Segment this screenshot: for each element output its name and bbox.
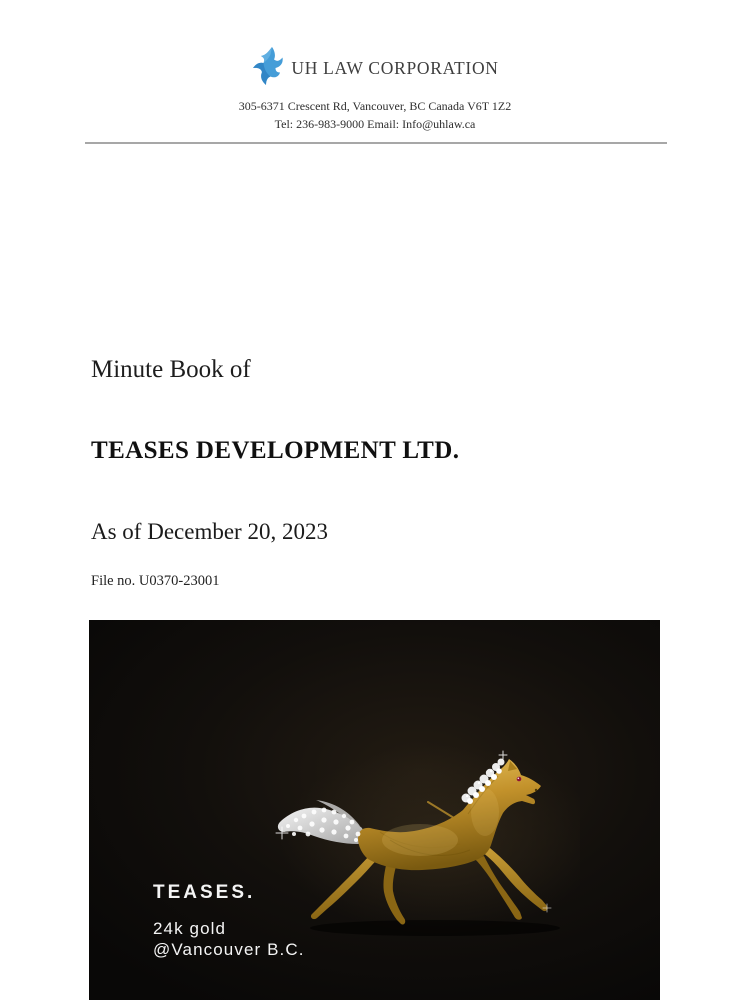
firm-contact: Tel: 236-983-9000 Email: Info@uhlaw.ca bbox=[274, 117, 476, 131]
as-of-date: As of December 20, 2023 bbox=[91, 519, 328, 544]
minute-book-label: Minute Book of bbox=[91, 356, 251, 383]
company-name: TEASES DEVELOPMENT LTD. bbox=[91, 437, 460, 464]
photo-caption-line1: 24k gold bbox=[153, 919, 227, 938]
header-divider bbox=[85, 142, 667, 144]
photo-caption-line2: @Vancouver B.C. bbox=[153, 940, 305, 959]
photo-brand-text: TEASES. bbox=[153, 882, 256, 903]
bird-logo-icon bbox=[251, 46, 284, 86]
gold-horse-brooch-image bbox=[270, 740, 580, 940]
firm-address: 305-6371 Crescent Rd, Vancouver, BC Canada V6T 1Z2 bbox=[238, 99, 512, 113]
file-number: File no. U0370-23001 bbox=[91, 573, 220, 589]
firm-name: UH LAW CORPORATION bbox=[291, 57, 499, 78]
firm-title-row bbox=[0, 50, 750, 86]
brooch-photo bbox=[89, 620, 660, 1000]
